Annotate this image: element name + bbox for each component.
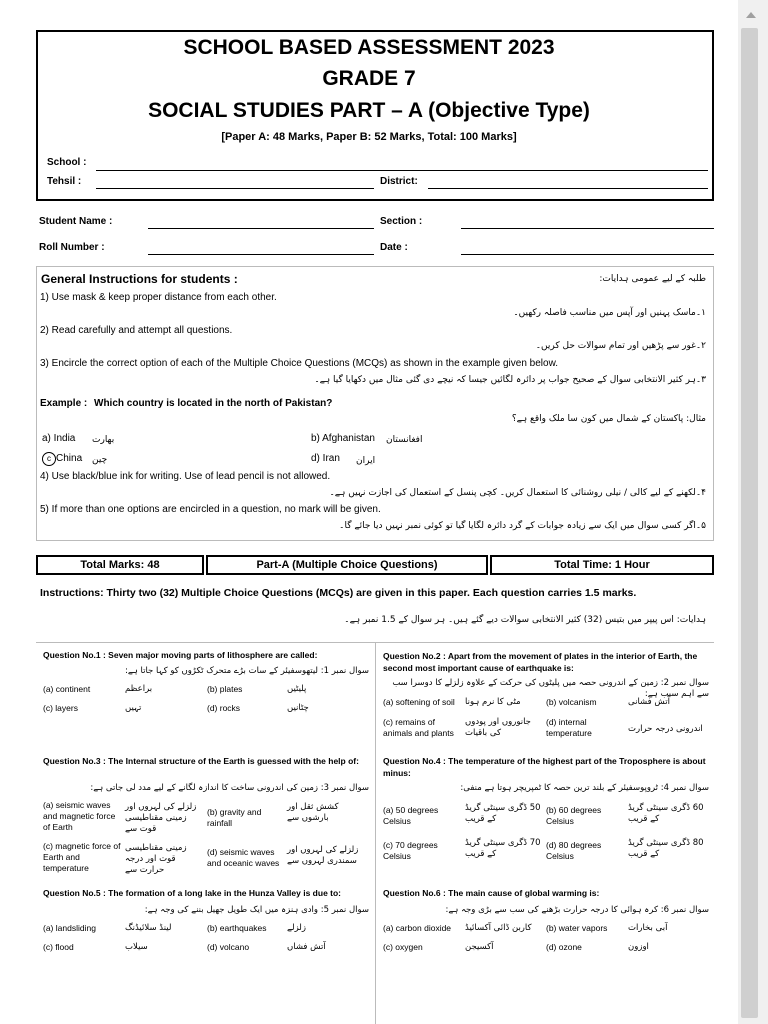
roll-number-label: Roll Number : — [39, 242, 105, 253]
q1-option-b-urdu: پلیٹیں — [287, 684, 307, 694]
question-3-urdu: سوال نمبر 3: زمین کی اندرونی ساخت کا اندازہ لگانے کے لیے مدد لی جاتی ہے: — [90, 783, 369, 793]
student-name-field[interactable] — [148, 228, 374, 229]
q1-option-c-urdu: تہیں — [125, 703, 142, 713]
q3-option-c-urdu: زمینی مقناطیسی قوت اور درجہ حرارت سے — [125, 843, 187, 875]
q1-option-a[interactable]: (a) continent — [43, 684, 91, 694]
section-label: Section : — [380, 216, 423, 227]
q3-option-d-urdu: زلزلے کی لہروں اور سمندری لہروں سے — [287, 845, 359, 866]
q2-option-c-urdu: جانوروں اور پودوں کی باقیات — [465, 717, 531, 738]
example-option-d-urdu: ایران — [356, 456, 376, 466]
question-3: Question No.3 : The Internal structure of the Earth is guessed with the help of: — [43, 756, 359, 766]
instruction-4-urdu: ۴۔لکھنے کے لیے کالی / نیلی روشنائی کا استعمال کریں۔ کچی پنسل کے استعمال کی اجازت نہیں ہے۔ — [329, 488, 706, 498]
q6-option-c-urdu: آکسیجن — [465, 942, 494, 952]
scrollbar-thumb[interactable] — [741, 28, 758, 1018]
scroll-up-arrow-icon[interactable] — [746, 12, 756, 18]
district-label: District: — [380, 176, 418, 187]
q2-option-b-urdu: آتش فشانی — [628, 697, 670, 707]
instruction-3: 3) Encircle the correct option of each of the Multiple Choice Questions (MCQs) as shown in the example given below. — [40, 358, 559, 369]
example-question: Which country is located in the north of Pakistan? — [94, 398, 333, 409]
marks-note: [Paper A: 48 Marks, Paper B: 52 Marks, Total: 100 Marks] — [221, 131, 517, 143]
example-option-c-label: China — [56, 453, 83, 464]
column-divider — [375, 642, 376, 1024]
q3-option-a-urdu: زلزلے کی لہروں اور زمینی مقناطیسی قوت سے — [125, 802, 197, 834]
q4-option-b[interactable]: (b) 60 degrees Celsius — [546, 805, 602, 826]
question-5: Question No.5 : The formation of a long lake in the Hunza Valley is due to: — [43, 888, 342, 898]
q3-option-d[interactable]: (d) seismic waves and oceanic waves — [207, 847, 280, 868]
q3-option-b[interactable]: (b) gravity and rainfall — [207, 807, 262, 828]
q6-option-d-urdu: اوزون — [628, 942, 649, 952]
q4-option-c[interactable]: (c) 70 degrees Celsius — [383, 840, 438, 861]
q5-option-b-urdu: زلزلے — [287, 923, 306, 933]
q4-option-b-urdu: 60 ڈگری سینٹی گریڈ کے قریب — [628, 803, 704, 824]
q5-option-a[interactable]: (a) landsliding — [43, 923, 96, 933]
mcq-instructions-urdu: ہدایات: اس پیپر میں بتیس (32) کثیر الانتخابی سوالات دیے گئے ہیں۔ ہر سوال کے 1.5 نمبر ہے۔ — [344, 615, 706, 625]
subject-title: SOCIAL STUDIES PART – A (Objective Type) — [148, 99, 590, 122]
q3-option-c[interactable]: (c) magnetic force of Earth and temperature — [43, 841, 121, 873]
question-1-urdu: سوال نمبر 1: لیتھوسفیئر کے سات بڑے متحرک ٹکڑوں کو کہا جاتا ہے: — [124, 666, 369, 676]
vertical-scrollbar[interactable] — [738, 0, 768, 1024]
q6-option-b[interactable]: (b) water vapors — [546, 923, 608, 933]
question-4-urdu: سوال نمبر 4: ٹروپوسفیئر کے بلند ترین حصہ کا ٹمپریچر ہوتا ہے منفی: — [460, 783, 709, 793]
q2-option-b[interactable]: (b) volcanism — [546, 697, 597, 707]
q5-option-d[interactable]: (d) volcano — [207, 942, 250, 952]
q4-option-d-urdu: 80 ڈگری سینٹی گریڈ کے قریب — [628, 838, 704, 859]
instruction-5-urdu: ۵۔اگر کسی سوال میں ایک سے زیادہ جوابات کے گرد دائرہ لگایا گیا تو کوئی نمبر نہیں دیا جائے گا۔ — [339, 521, 706, 531]
q5-option-a-urdu: لینڈ سلائیڈنگ — [125, 923, 172, 933]
example-label: Example : — [40, 398, 88, 409]
district-field[interactable] — [428, 188, 708, 189]
section-field[interactable] — [461, 228, 714, 229]
part-a-cell: Part-A (Multiple Choice Questions) — [206, 555, 488, 575]
instruction-3-urdu: ۳۔ہر کثیر الانتخابی سوال کے صحیح جواب پر دائرہ لگائیں جیسا کہ نیچے دی گئی مثال میں دکھایا گیا ہے۔ — [314, 375, 706, 385]
example-option-a-urdu: بھارت — [92, 435, 115, 445]
example-option-a: a) India — [42, 433, 76, 444]
instructions-heading: General Instructions for students : — [41, 272, 238, 286]
example-option-b-urdu: افغانستان — [386, 435, 423, 445]
school-field[interactable] — [96, 170, 708, 171]
date-field[interactable] — [461, 254, 714, 255]
question-6-urdu: سوال نمبر 6: کرہ ہوائی کا درجہ حرارت بڑھنے کی سب سے بڑی وجہ ہے: — [445, 905, 709, 915]
q1-option-d[interactable]: (d) rocks — [207, 703, 241, 713]
q2-option-c[interactable]: (c) remains of animals and plants — [383, 717, 454, 738]
example-option-c — [42, 452, 82, 466]
q4-option-a-urdu: 50 ڈگری سینٹی گریڈ کے قریب — [465, 803, 541, 824]
q3-option-a[interactable]: (a) seismic waves and magnetic force of Earth — [43, 800, 116, 832]
q3-option-b-urdu: کشش ثقل اور بارشوں سے — [287, 802, 339, 823]
question-5-urdu: سوال نمبر 5: وادی ہنزہ میں ایک طویل جھیل بننے کی وجہ ہے: — [144, 905, 369, 915]
q4-option-a[interactable]: (a) 50 degrees Celsius — [383, 805, 439, 826]
example-option-b: b) Afghanistan — [311, 433, 375, 444]
encircled-answer-mark: c — [42, 452, 56, 466]
q6-option-a-urdu: کاربن ڈائی آکسائیڈ — [465, 923, 532, 933]
example-question-urdu: مثال: پاکستان کے شمال میں کون سا ملک واقع ہے؟ — [511, 414, 706, 424]
total-marks-cell: Total Marks: 48 — [36, 555, 204, 575]
q6-option-b-urdu: آبی بخارات — [628, 923, 668, 933]
mcq-instructions: Instructions: Thirty two (32) Multiple Choice Questions (MCQs) are given in this paper. Each question carries 1.5 marks. — [40, 587, 637, 599]
q2-option-a[interactable]: (a) softening of soil — [383, 697, 455, 707]
question-2-urdu: سوال نمبر 2: زمین کے اندرونی حصہ میں پلیٹوں کی حرکت کے علاوہ زلزلے کا دوسرا سب سے اہم سبب ہے: — [392, 678, 709, 699]
q5-option-c-urdu: سیلاب — [125, 942, 148, 952]
q2-option-a-urdu: مٹی کا نرم ہونا — [465, 697, 521, 707]
question-6: Question No.6 : The main cause of global warming is: — [383, 888, 600, 898]
q1-option-d-urdu: چٹانیں — [287, 703, 309, 713]
student-name-label: Student Name : — [39, 216, 113, 227]
q4-option-c-urdu: 70 ڈگری سینٹی گریڈ کے قریب — [465, 838, 541, 859]
instruction-5: 5) If more than one options are encircled in a question, no mark will be given. — [40, 504, 381, 515]
roll-number-field[interactable] — [148, 254, 374, 255]
question-4: Question No.4 : The temperature of the highest part of the Troposphere is about minus: — [383, 756, 706, 778]
q1-option-b[interactable]: (b) plates — [207, 684, 243, 694]
instruction-2-urdu: ۲۔غور سے پڑھیں اور تمام سوالات حل کریں۔ — [535, 341, 706, 351]
question-1: Question No.1 : Seven major moving parts of lithosphere are called: — [43, 650, 318, 660]
school-label: School : — [47, 157, 87, 168]
total-time-cell: Total Time: 1 Hour — [490, 555, 714, 575]
q1-option-a-urdu: براعظم — [125, 684, 153, 694]
date-label: Date : — [380, 242, 408, 253]
q2-option-d[interactable]: (d) internal temperature — [546, 717, 592, 738]
q6-option-c[interactable]: (c) oxygen — [383, 942, 423, 952]
exam-title: SCHOOL BASED ASSESSMENT 2023 — [183, 36, 555, 59]
example-option-c-urdu: چین — [92, 455, 108, 465]
q5-option-d-urdu: آتش فشاں — [287, 942, 326, 952]
question-2: Question No.2 : Apart from the movement of plates in the interior of Earth, the second most important cause of earthquake is: — [383, 651, 698, 673]
instructions-heading-urdu: طلبہ کے لیے عمومی ہدایات: — [599, 274, 706, 284]
tehsil-field[interactable] — [96, 188, 374, 189]
instruction-4: 4) Use black/blue ink for writing. Use of lead pencil is not allowed. — [40, 471, 331, 482]
example-option-d: d) Iran — [311, 453, 340, 464]
q5-option-b[interactable]: (b) earthquakes — [207, 923, 267, 933]
tehsil-label: Tehsil : — [47, 176, 82, 187]
q4-option-d[interactable]: (d) 80 degrees Celsius — [546, 840, 602, 861]
q6-option-a[interactable]: (a) carbon dioxide — [383, 923, 452, 933]
grade-title: GRADE 7 — [322, 67, 416, 90]
q6-option-d[interactable]: (d) ozone — [546, 942, 582, 952]
instruction-1: 1) Use mask & keep proper distance from each other. — [40, 292, 277, 303]
q5-option-c[interactable]: (c) flood — [43, 942, 74, 952]
instruction-2: 2) Read carefully and attempt all questions. — [40, 325, 233, 336]
instruction-1-urdu: ۱۔ماسک پہنیں اور آپس میں مناسب فاصلہ رکھیں۔ — [513, 308, 706, 318]
q1-option-c[interactable]: (c) layers — [43, 703, 78, 713]
q2-option-d-urdu: اندرونی درجہ حرارت — [628, 724, 703, 734]
